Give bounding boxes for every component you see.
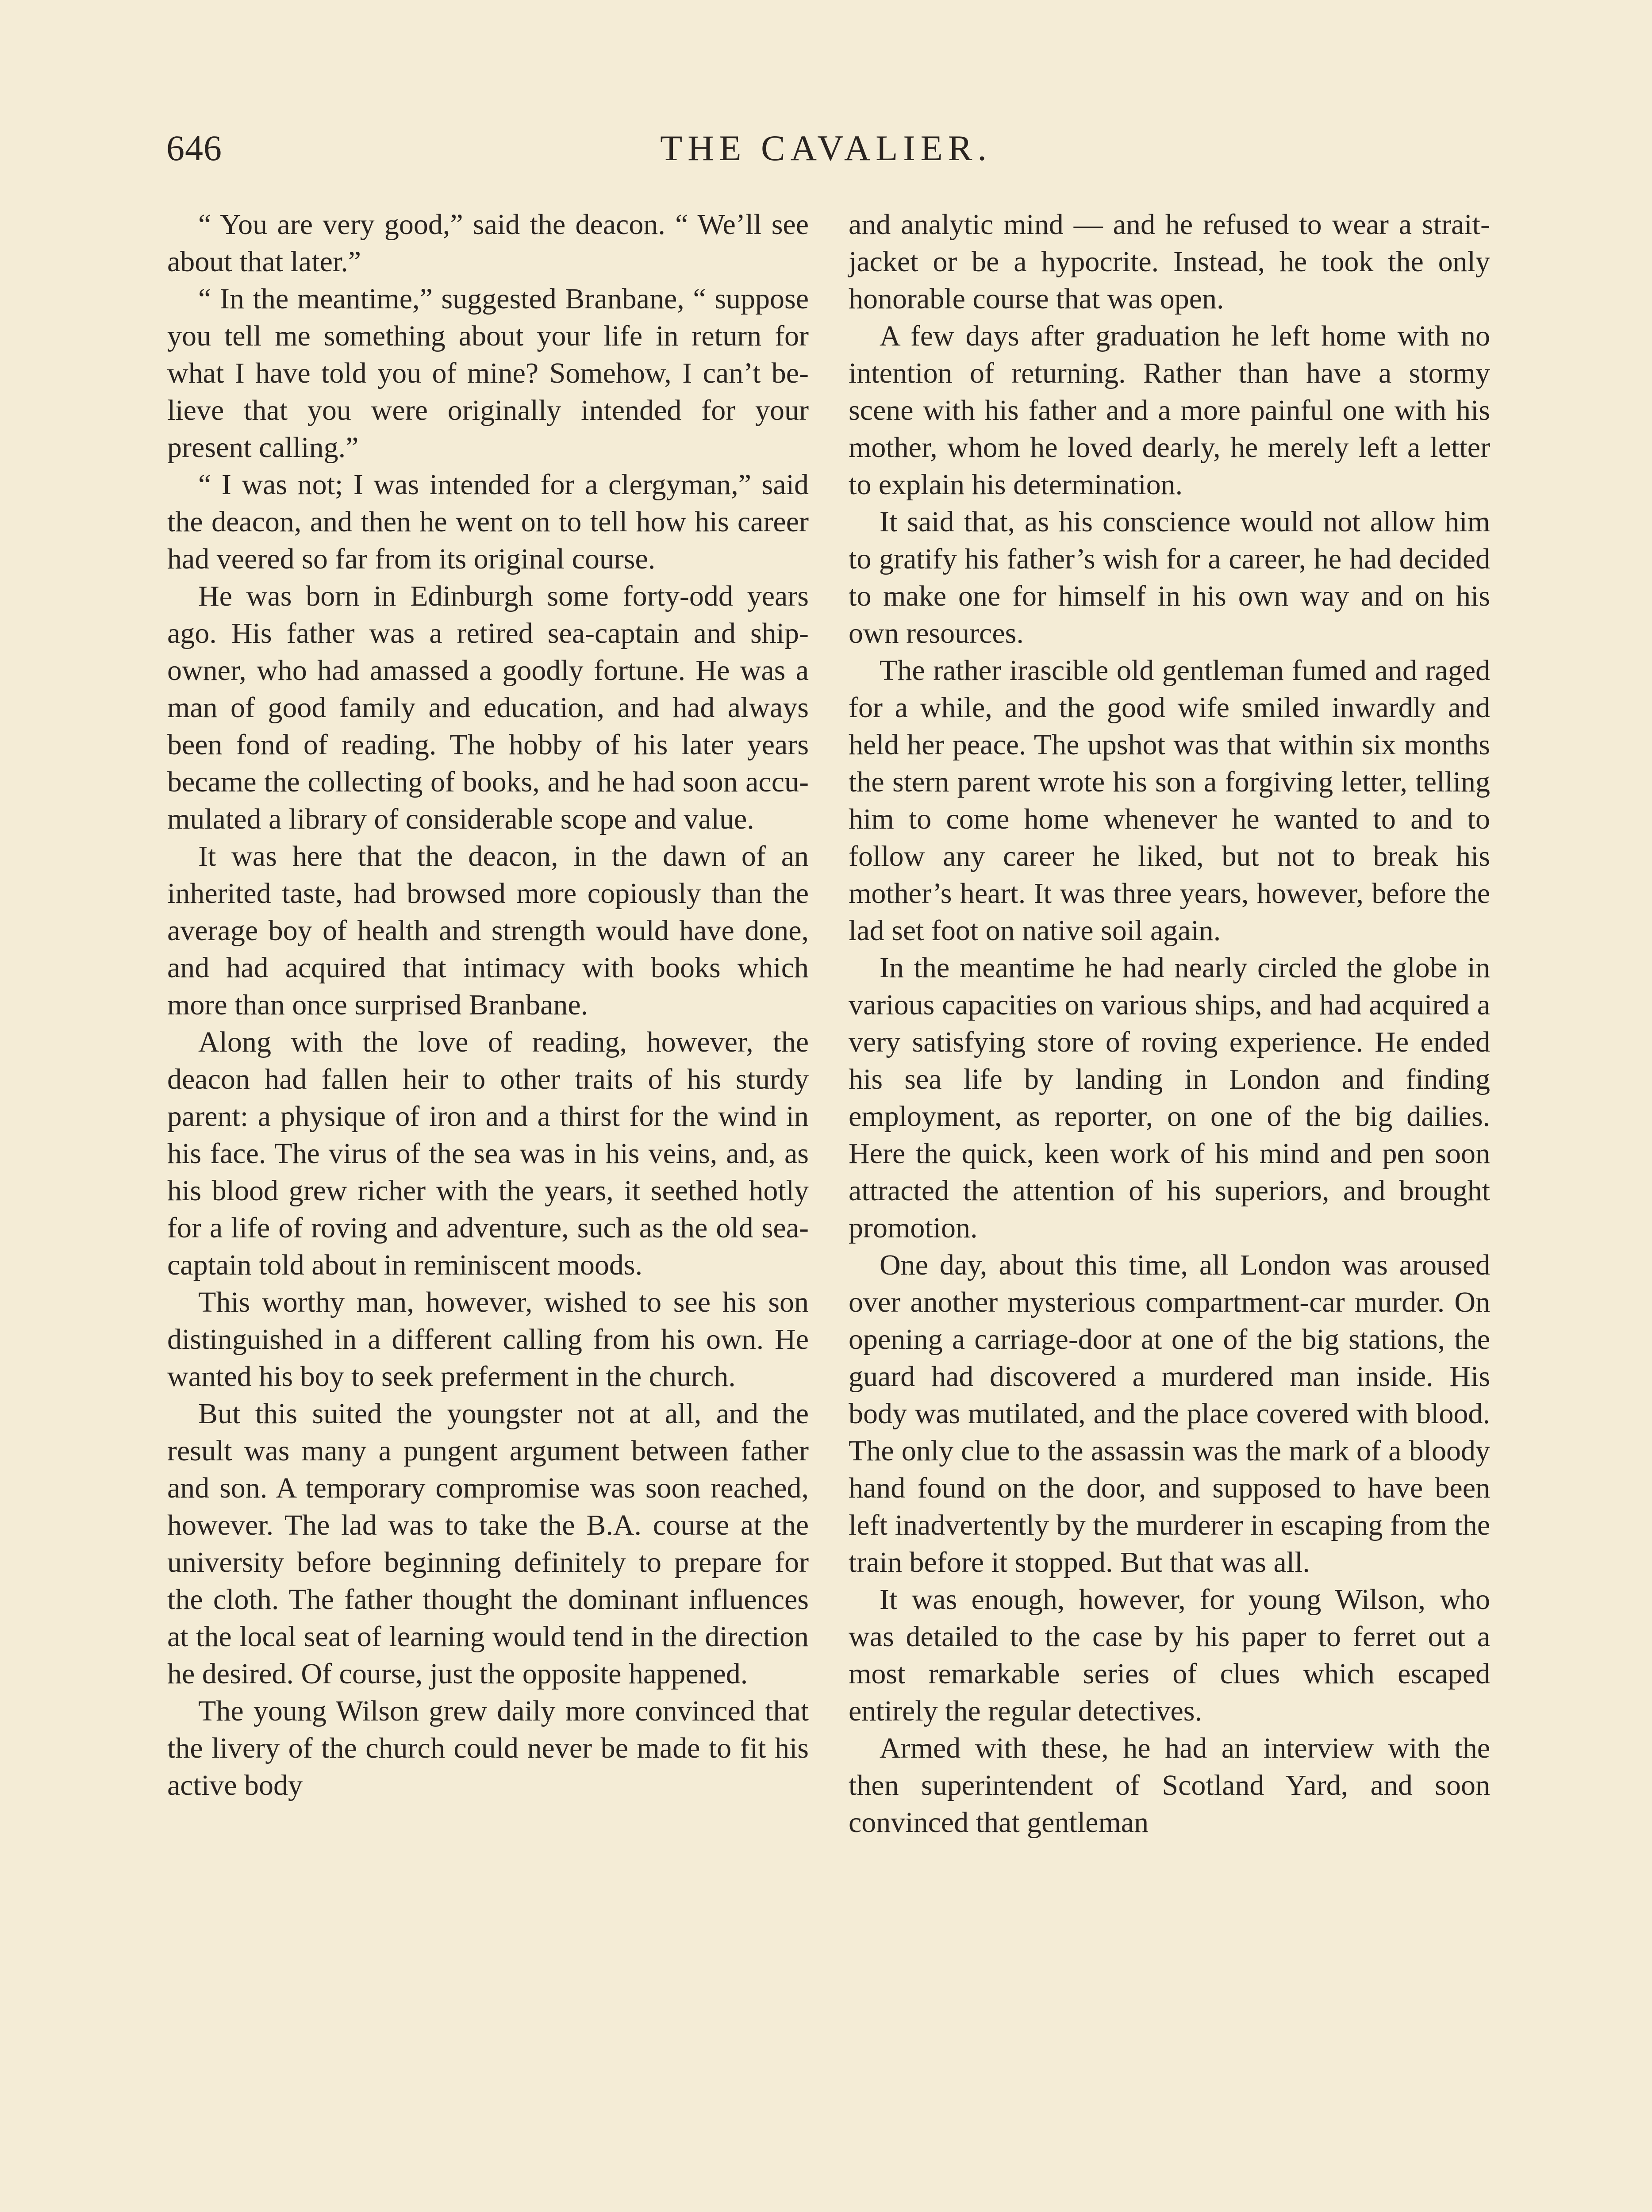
running-title: THE CAVALIER. bbox=[660, 128, 992, 168]
paragraph: This worthy man, however, wished to see his son distinguished in a different calling from his own. He wanted his boy to seek preferment in the church. bbox=[167, 1286, 809, 1393]
paragraph: It was here that the deacon, in the dawn of an inherited taste, had browsed more copiously than the average boy of health and strength would have done, and had acquired that intimacy with books which more than once surprised Branbane. bbox=[167, 840, 809, 1021]
paragraph: “ In the meantime,” suggested Branbane, “ suppose you tell me something about your life in return for what I have told you of mine? Somehow, I can’t believe that you were originally intended for your present calling.” bbox=[167, 283, 809, 464]
paragraph: He was born in Edinburgh some forty-odd years ago. His father was a retired sea-captain and ship-owner, who had amassed a goodly fortune. He was a man of good family and education, and had always been fond of reading. The hobby of his later years became the collecting of books, and he had soon accumulated a library of considerable scope and value. bbox=[167, 580, 809, 835]
paragraph: In the meantime he had nearly circled the globe in various capacities on various ships, and had acquired a very satisfying store of roving experience. He ended his sea life by landing in London and finding employment, as reporter, on one of the big dailies. Here the quick, keen work of his mind and pen soon attracted the attention of his superiors, and brought promotion. bbox=[849, 952, 1490, 1244]
paragraph: One day, about this time, all London was aroused over another mysterious compartment-car murder. On opening a carriage-door at one of the big stations, the guard had discovered a murdered man inside. His body was mutilated, and the place covered with blood. The only clue to the assassin was the mark of a bloody hand found on the door, and supposed to have been left inadvertently by the murderer in escaping from the train before it stopped. But that was all. bbox=[849, 1249, 1490, 1578]
right-column bbox=[849, 206, 1490, 1841]
paragraph: Armed with these, he had an interview with the then superintendent of Scotland Yard, and soon convinced that gentleman bbox=[849, 1732, 1490, 1839]
page-number: 646 bbox=[166, 128, 222, 168]
paragraph: The young Wilson grew daily more convinced that the livery of the church could never be made to fit his active body bbox=[167, 1695, 809, 1801]
paragraph-continuation: and analytic mind — and he refused to wear a strait-jacket or be a hypocrite. Instead, he took the only honorable course that was open. bbox=[849, 208, 1490, 315]
paragraph: The rather irascible old gentleman fumed and raged for a while, and the good wife smiled inwardly and held her peace. The upshot was that within six months the stern parent wrote his son a forgiving letter, telling him to come home whenever he wanted to and to follow any career he liked, but not to break his mother’s heart. It was three years, however, before the lad set foot on native soil again. bbox=[849, 654, 1490, 947]
paragraph: It said that, as his conscience would not allow him to gratify his father’s wish for a career, he had decided to make one for himself in his own way and on his own resources. bbox=[849, 506, 1490, 649]
paragraph: “ You are very good,” said the deacon. “ We’ll see about that later.” bbox=[167, 208, 809, 278]
paragraph: Along with the love of reading, however, the deacon had fallen heir to other traits of his sturdy parent: a physique of iron and a thirst for the wind in his face. The virus of the sea was in his veins, and, as his blood grew richer with the years, it seethed hotly for a life of roving and adventure, such as the old sea-captain told about in reminiscent moods. bbox=[167, 1026, 809, 1281]
left-column bbox=[167, 206, 809, 1804]
paragraph: It was enough, however, for young Wilson, who was detailed to the case by his paper to ferret out a most remarkable series of clues which escaped entirely the regular detectives. bbox=[849, 1583, 1490, 1727]
paragraph: A few days after graduation he left home with no intention of returning. Rather than have a stormy scene with his father and a more painful one with his mother, whom he loved dearly, he merely left a letter to explain his determination. bbox=[849, 320, 1490, 501]
paragraph: But this suited the youngster not at all, and the result was many a pungent argument between father and son. A temporary compromise was soon reached, however. The lad was to take the B.A. course at the university before beginning definitely to prepare for the cloth. The father thought the dominant influences at the local seat of learning would tend in the direction he desired. Of course, just the opposite happened. bbox=[167, 1398, 809, 1690]
paragraph: “ I was not; I was intended for a clergyman,” said the deacon, and then he went on to tell how his career had veered so far from its original course. bbox=[167, 469, 809, 575]
